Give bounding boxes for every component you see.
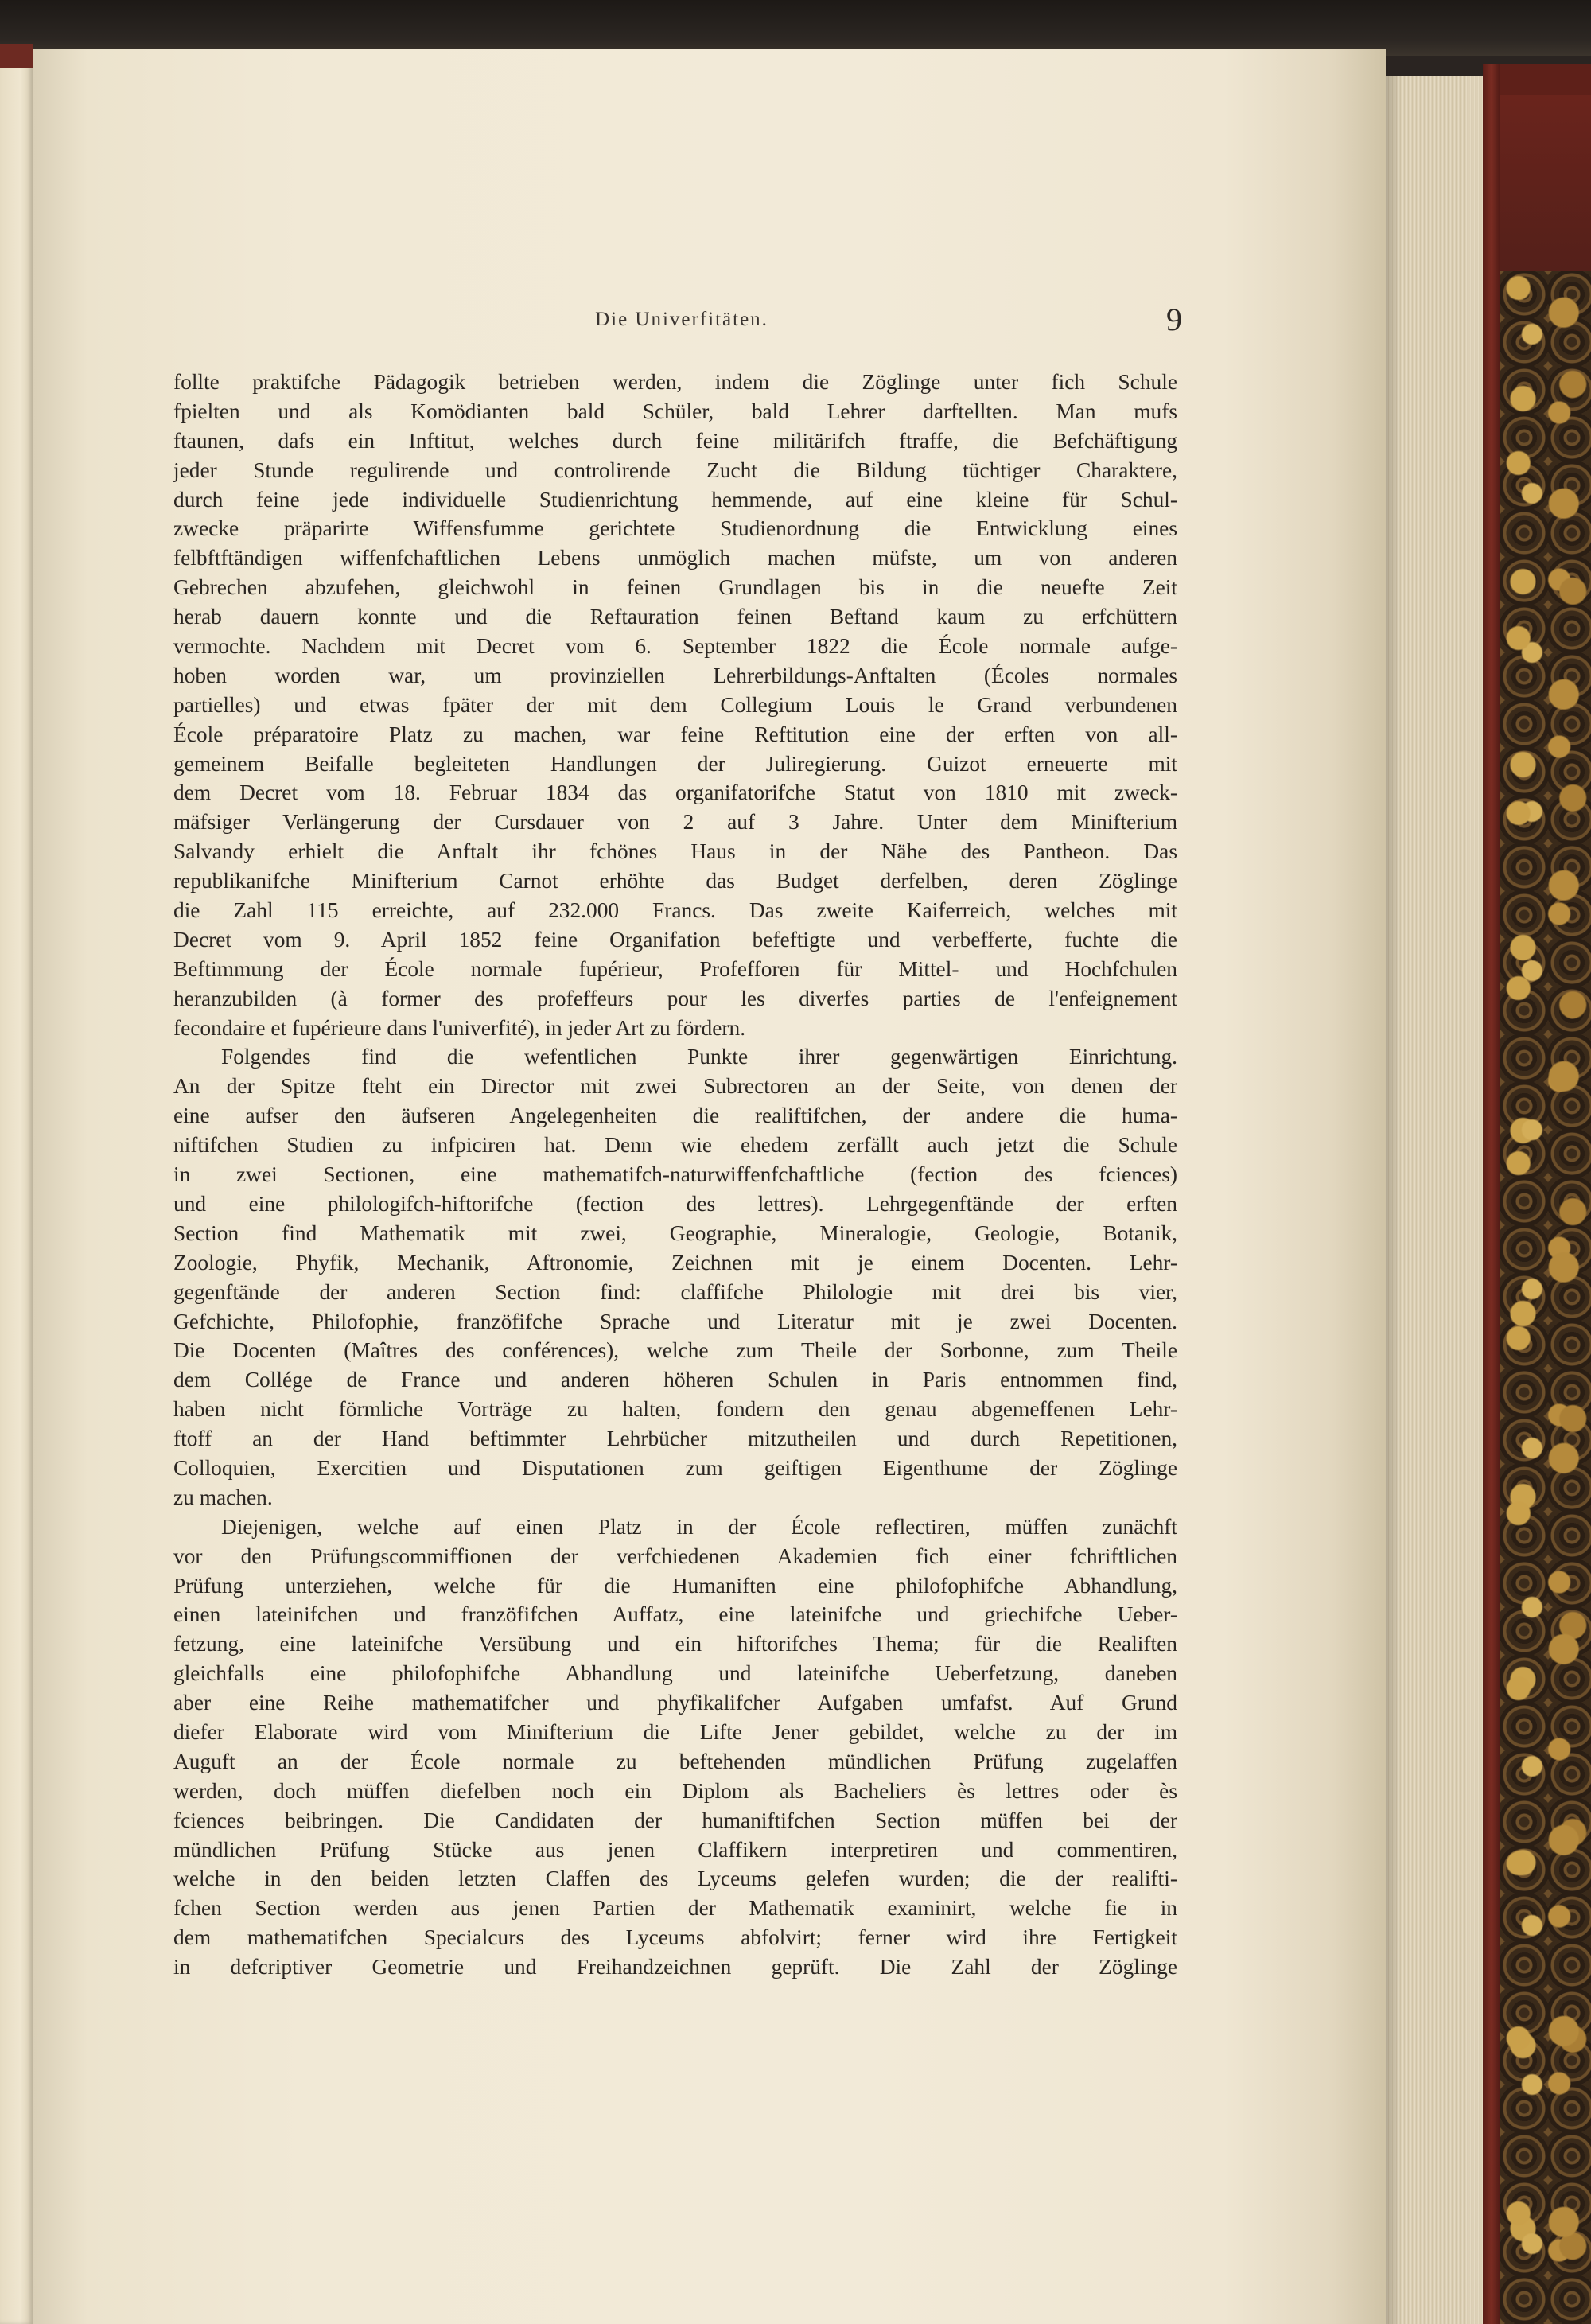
body-text (173, 368, 1177, 1982)
text-line: fpielten und als Komödianten bald Schüler, bald Lehrer darftellten. Man mufs (173, 399, 1177, 423)
text-line: Gebrechen abzufehen, gleichwohl in feinen Grundlagen bis in die neuefte Zeit (173, 575, 1177, 600)
text-line: gleichfalls eine philofophifche Abhandlung und lateinifche Ueberfetzung, daneben (173, 1661, 1177, 1686)
text-line: zu machen. (173, 1485, 273, 1509)
text-line: Gefchichte, Philofophie, franzöfifche Sprache und Literatur mit je zwei Docenten. (173, 1309, 1177, 1333)
text-line: Diejenigen, welche auf einen Platz in der École reflectiren, müffen zunächft (221, 1514, 1177, 1539)
text-line: vor den Prüfungscommiffionen der verfchiedenen Akademien fich einer fchriftlichen (173, 1543, 1177, 1568)
marbled-board (1500, 271, 1591, 2324)
text-line: mäfsiger Verlängerung der Cursdauer von 2 auf 3 Jahre. Unter dem Minifterium (173, 810, 1177, 835)
page-gutter-shadow (1386, 76, 1402, 2324)
text-line: Section find Mathematik mit zwei, Geographie, Mineralogie, Geologie, Botanik, (173, 1220, 1177, 1245)
text-line: Zoologie, Phyfik, Mechanik, Aftronomie, Zeichnen mit je einem Docenten. Lehr- (173, 1250, 1177, 1275)
text-line: jeder Stunde regulirende und controlirende Zucht die Bildung tüchtiger Charaktere, (173, 457, 1177, 482)
text-line: niftifchen Studien zu infpiciren hat. Denn wie ehedem zerfällt auch jetzt die Schule (173, 1133, 1177, 1158)
text-line: mündlichen Prüfung Stücke aus jenen Claffikern interpretiren und commentiren, (173, 1837, 1177, 1862)
running-head (185, 302, 1182, 341)
text-line: vermochte. Nachdem mit Decret vom 6. September 1822 die École normale aufge- (173, 634, 1177, 659)
text-line: fecondaire et fupérieure dans l'univerfité), in jeder Art zu fördern. (173, 1015, 746, 1040)
book-binding-edge (0, 44, 33, 68)
text-line: in zwei Sectionen, eine mathematifch-naturwiffenfchaftliche (fection des fciences) (173, 1162, 1177, 1187)
text-line: Decret vom 9. April 1852 feine Organifation befeftigte und verbefferte, fuchte die (173, 927, 1177, 952)
text-line: Folgendes find die wefentlichen Punkte ihrer gegenwärtigen Einrichtung. (221, 1045, 1177, 1069)
text-line: fchen Section werden aus jenen Partien der Mathematik examinirt, welche fie in (173, 1896, 1177, 1921)
text-line: An der Spitze fteht ein Director mit zwei Subrectoren an der Seite, von denen der (173, 1074, 1177, 1099)
text-line: fciences beibringen. Die Candidaten der humaniftifchen Section müffen bei der (173, 1808, 1177, 1832)
text-line: partielles) und etwas fpäter der mit dem Collegium Louis le Grand verbundenen (173, 692, 1177, 717)
text-line: felbftftändigen wiffenfchaftlichen Lebens unmöglich machen müfste, um von anderen (173, 546, 1177, 570)
adjacent-page-edge (0, 44, 33, 2324)
text-line: Auguft an der École normale zu beftehenden mündlichen Prüfung zugelaffen (173, 1749, 1177, 1773)
text-line: aber eine Reihe mathematifcher und phyfikalifcher Aufgaben umfafst. Auf Grund (173, 1691, 1177, 1715)
text-line: Salvandy erhielt die Anftalt ihr fchönes Haus in der Nähe des Pantheon. Das (173, 839, 1177, 864)
text-line: ftoff an der Hand beftimmter Lehrbücher mitzutheilen und durch Repetitionen, (173, 1427, 1177, 1451)
text-line: herab dauern konnte und die Reftauration feinen Beftand kaum zu erfchüttern (173, 605, 1177, 629)
text-line: werden, doch müffen diefelben noch ein Diplom als Bacheliers ès lettres oder ès (173, 1778, 1177, 1803)
running-title: Die Univerfitäten. (595, 309, 768, 330)
book-cover-edge (1483, 64, 1500, 2324)
text-line: follte praktifche Pädagogik betrieben werden, indem die Zöglinge unter fich Schule (173, 370, 1177, 394)
text-line: fetzung, eine lateinifche Versübung und ein hiftorifches Thema; für die Realiften (173, 1632, 1177, 1656)
text-line: hoben worden war, um provinziellen Lehrerbildungs-Anftalten (Écoles normales (173, 663, 1177, 687)
text-line: welche in den beiden letzten Claffen des Lyceums gelefen wurden; die der realifti- (173, 1867, 1177, 1891)
text-line: republikanifche Minifterium Carnot erhöhte das Budget derfelben, deren Zöglinge (173, 869, 1177, 893)
text-line: Beftimmung der École normale fupérieur, Profefforen für Mittel- und Hochfchulen (173, 956, 1177, 981)
text-line: Prüfung unterziehen, welche für die Humaniften eine philofophifche Abhandlung, (173, 1573, 1177, 1598)
text-line: haben nicht förmliche Vorträge zu halten, fondern den genau abgemeffenen Lehr- (173, 1397, 1177, 1422)
text-line: und eine philologifch-hiftorifche (fection des lettres). Lehrgegenftände der erften (173, 1191, 1177, 1216)
text-line: zwecke präparirte Wiffensfumme gerichtete Studienordnung die Entwicklung eines (173, 516, 1177, 541)
text-line: die Zahl 115 erreichte, auf 232.000 Francs. Das zweite Kaiferreich, welches mit (173, 898, 1177, 923)
text-line: eine aufser den äufseren Angelegenheiten die realiftifchen, der andere die huma- (173, 1104, 1177, 1128)
text-line: Colloquien, Exercitien und Disputationen zum geiftigen Eigenthume der Zöglinge (173, 1455, 1177, 1480)
text-line: in defcriptiver Geometrie und Freihandzeichnen geprüft. Die Zahl der Zöglinge (173, 1955, 1177, 1979)
text-line: dem Decret vom 18. Februar 1834 das organifatorifche Statut von 1810 mit zweck- (173, 781, 1177, 805)
text-line: diefer Elaborate wird vom Minifterium die Lifte Jener gebildet, welche zu der im (173, 1719, 1177, 1744)
text-line: durch feine jede individuelle Studienrichtung hemmende, auf eine kleine für Schul- (173, 487, 1177, 512)
text-line: dem mathematifchen Specialcurs des Lyceums abfolvirt; ferner wird ihre Fertigkeit (173, 1925, 1177, 1950)
text-line: gegenftände der anderen Section find: claffifche Philologie mit drei bis vier, (173, 1279, 1177, 1304)
text-line: einen lateinifchen und franzöfifchen Auffatz, eine lateinifche und griechifche Ueber- (173, 1602, 1177, 1627)
book-cover-corner-inner (1500, 95, 1591, 271)
scanner-background (0, 0, 1591, 56)
text-line: heranzubilden (à former des profeffeurs pour les diverfes parties de l'enfeignement (173, 986, 1177, 1010)
text-line: École préparatoire Platz zu machen, war feine Reftitution eine der erften von all- (173, 722, 1177, 746)
page-number: 9 (1166, 302, 1182, 337)
text-line: ftaunen, dafs ein Inftitut, welches durch feine militärifch ftraffe, die Befchäftigung (173, 428, 1177, 453)
text-line: gemeinem Beifalle begleiteten Handlungen der Juliregierung. Guizot erneuerte mit (173, 751, 1177, 776)
text-line: dem Collége de France und anderen höheren Schulen in Paris entnommen find, (173, 1368, 1177, 1392)
text-line: Die Docenten (Maîtres des conférences), welche zum Theile der Sorbonne, zum Theile (173, 1338, 1177, 1363)
